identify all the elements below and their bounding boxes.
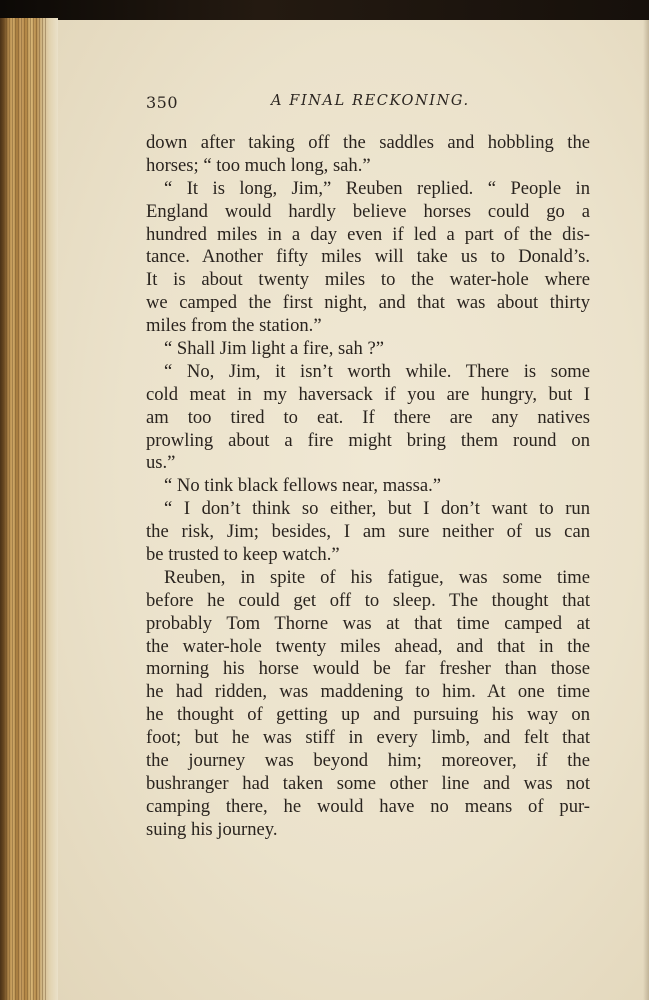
text-line: prowling about a fire might bring them round on [146, 429, 590, 451]
text-line: the water-hole twenty miles ahead, and that in the [146, 635, 590, 657]
text-line: we camped the first night, and that was about thirty [146, 292, 590, 314]
text-line: miles from the station.” [146, 315, 322, 337]
text-line: the journey was beyond him; moreover, if the [146, 750, 590, 772]
text-line: foot; but he was stiff in every limb, and felt that [146, 727, 590, 749]
text-line: bushranger had taken some other line and was not [146, 772, 590, 794]
text-line: be trusted to keep watch.” [146, 544, 340, 566]
body-text [146, 132, 590, 842]
running-header [146, 93, 600, 115]
text-line: morning his horse would be far fresher than those [146, 658, 590, 680]
text-line: camping there, he would have no means of pur- [146, 795, 590, 817]
text-line: Reuben, in spite of his fatigue, was some time [164, 566, 590, 588]
text-line: horses; “ too much long, sah.” [146, 154, 371, 176]
text-line: England would hardly believe horses could go a [146, 200, 590, 222]
text-line: “ No tink black fellows near, massa.” [164, 475, 442, 497]
text-line: the risk, Jim; besides, I am sure neither of us can [146, 521, 590, 543]
text-line: he thought of getting up and pursuing his way on [146, 704, 590, 726]
page-edge [643, 20, 649, 1000]
text-line: “ It is long, Jim,” Reuben replied. “ People in [164, 177, 590, 199]
text-line: probably Tom Thorne was at that time camped at [146, 612, 590, 634]
text-line: It is about twenty miles to the water-hole where [146, 269, 590, 291]
text-line: he had ridden, was maddening to him. At one time [146, 681, 590, 703]
text-line: down after taking off the saddles and hobbling the [146, 132, 590, 153]
text-line: suing his journey. [146, 818, 278, 840]
text-line: am too tired to eat. If there are any natives [146, 406, 590, 428]
top-shadow [0, 0, 649, 22]
text-line: tance. Another fifty miles will take us to Donald’s. [146, 246, 590, 268]
text-line: before he could get off to sleep. The thought that [146, 589, 590, 611]
text-line: us.” [146, 452, 176, 474]
text-line: hundred miles in a day even if led a part of the dis- [146, 223, 590, 245]
page-number: 350 [146, 93, 179, 112]
page-stack-lines [6, 18, 46, 1000]
text-line: cold meat in my haversack if you are hungry, but I [146, 383, 590, 405]
text-line: “ Shall Jim light a fire, sah ?” [164, 338, 384, 360]
text-line: “ No, Jim, it isn’t worth while. There is some [164, 360, 590, 382]
running-title: A FINAL RECKONING. [271, 93, 470, 109]
text-line: “ I don’t think so either, but I don’t want to run [164, 498, 590, 520]
